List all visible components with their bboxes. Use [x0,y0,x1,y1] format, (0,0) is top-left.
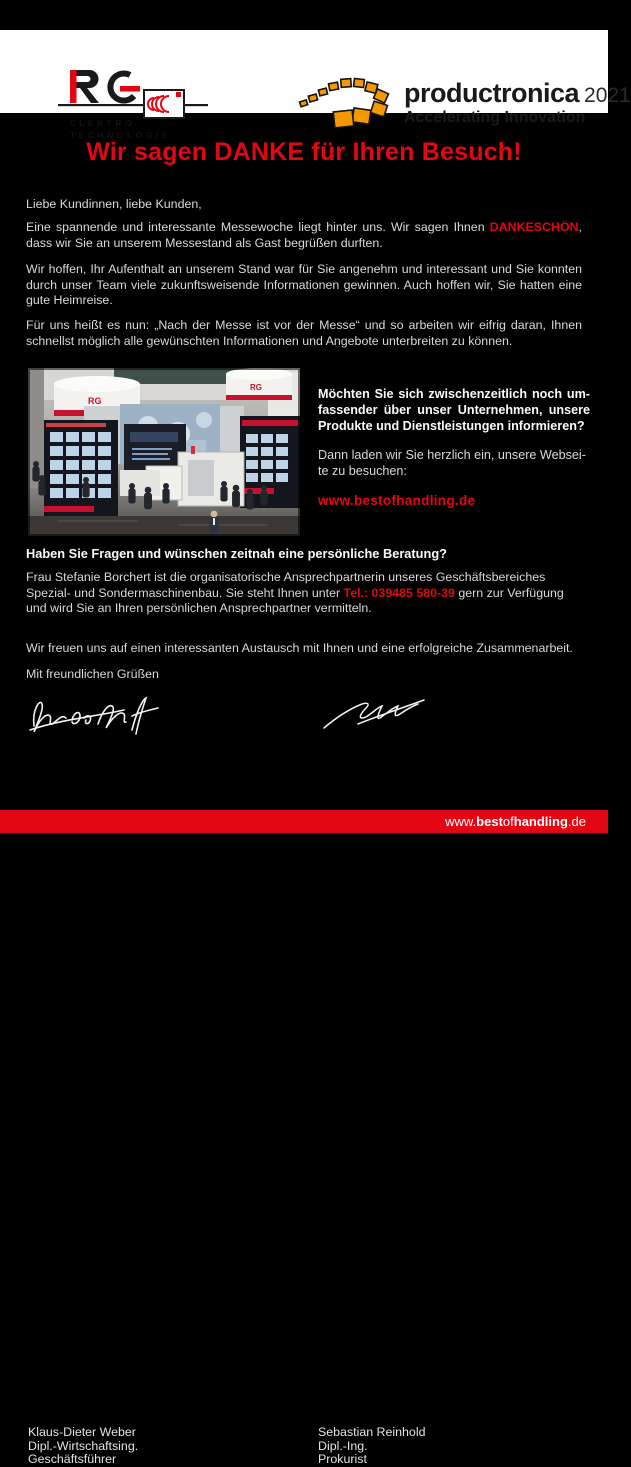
signer-name: Klaus-Dieter Weber [28,1425,136,1439]
svg-text:RG: RG [88,396,102,406]
rg-sub2: TECHNOLOGIE [70,130,171,140]
signer-degree: Dipl.-Wirtschaftsing. [28,1438,139,1453]
productronica-name: productronica [404,78,580,108]
footer-bar [0,810,608,833]
info-question: Möchten Sie sich zwischenzeitlich noch umfassender über unser Unternehmen, unsere Produkte und Dienstleistungen informieren? [318,387,590,433]
productronica-year: 2021 [584,84,631,107]
p2-before: Eine spannende und interessante Messewoche liegt hinter uns. Wir sagen Ihnen [26,220,490,234]
footer-de: .de [567,814,586,829]
signer-role: Geschäftsführer [28,1452,117,1466]
contact-paragraph [26,570,582,617]
closing-line: Wir freuen uns auf einen interessanten Austausch mit Ihnen und eine erfolgreiche Zusammenarbeit. [26,641,573,655]
contact-heading: Haben Sie Fragen und wünschen zeitnah eine persönliche Beratung? [26,546,447,561]
signer-block-reinhold [318,1426,425,1467]
visitor-foreground [210,511,219,533]
rg-sub1: ELEKTRO- [70,118,142,128]
display-tower-left [44,420,118,516]
svg-text:RG: RG [250,383,262,392]
contact-before: Frau Stefanie Borchert ist die organisatorische Ansprechpartnerin unseres Geschäftsbereiches Spezial- und Sondermaschinenbau. Sie steht Ihnen unter [26,570,546,600]
footer-best: best [476,814,503,829]
signer-degree: Dipl.-Ing. [318,1438,368,1453]
signer-role: Prokurist [318,1452,367,1466]
contact-after: gern zur Verfügung und wird Sie an Ihren persönlichen Ansprechpartner vermitteln. [26,585,564,616]
greeting-line: Mit freundlichen Grüßen [26,667,159,681]
footer-www: www. [445,814,477,829]
paragraph-stay: Wir hoffen, Ihr Aufenthalt an unserem Stand war für Sie angenehm und interessant und Sie konnten durch unser Team viele zukunftsweisende Informationen gewinnen. Auch hoffen wir, Sie hatten eine gute Heimreise. [26,262,582,308]
paragraph-thanks [26,220,582,251]
signature-reinhold [318,690,448,734]
info-invite: Dann laden wir Sie herzlich ein, unsere Webseite zu besuchen: [318,448,586,478]
danke-highlight: DANKESCHÖN [489,220,579,234]
productronica-tiles-icon [298,71,398,135]
signer-block-weber [28,1426,138,1467]
hanging-banner-right [226,368,292,400]
info-column [318,386,590,509]
top-black-bar [0,0,608,30]
paragraph-after-fair: Für uns heißt es nun: „Nach der Messe ist vor der Messe“ und so arbeiten wir eifrig daran, Ihnen schnellst möglich alle gewünschten Informationen und Angebote unterbreiten zu können. [26,318,582,348]
signer-name: Sebastian Reinhold [318,1425,426,1439]
phone-number: Tel.: 039485 580-39 [343,585,455,600]
signature-weber [28,690,178,742]
website-link[interactable]: www.bestofhandling.de [318,493,476,508]
booth-photo [28,368,300,536]
rg-logo [58,66,208,138]
info-panel-center [124,424,186,472]
footer-handling: handling [513,814,568,829]
page-title: Wir sagen DANKE für Ihren Besuch! [86,138,522,166]
p2-after: , dass wir Sie an unserem Messestand als Gast begrüßen durften. [26,220,582,250]
footer-of: of [502,814,514,829]
salutation: Liebe Kundinnen, liebe Kunden, [26,197,202,211]
letterhead [0,30,631,140]
productronica-logo [298,70,631,136]
productronica-tagline: Accelerating Innovation [404,109,586,126]
